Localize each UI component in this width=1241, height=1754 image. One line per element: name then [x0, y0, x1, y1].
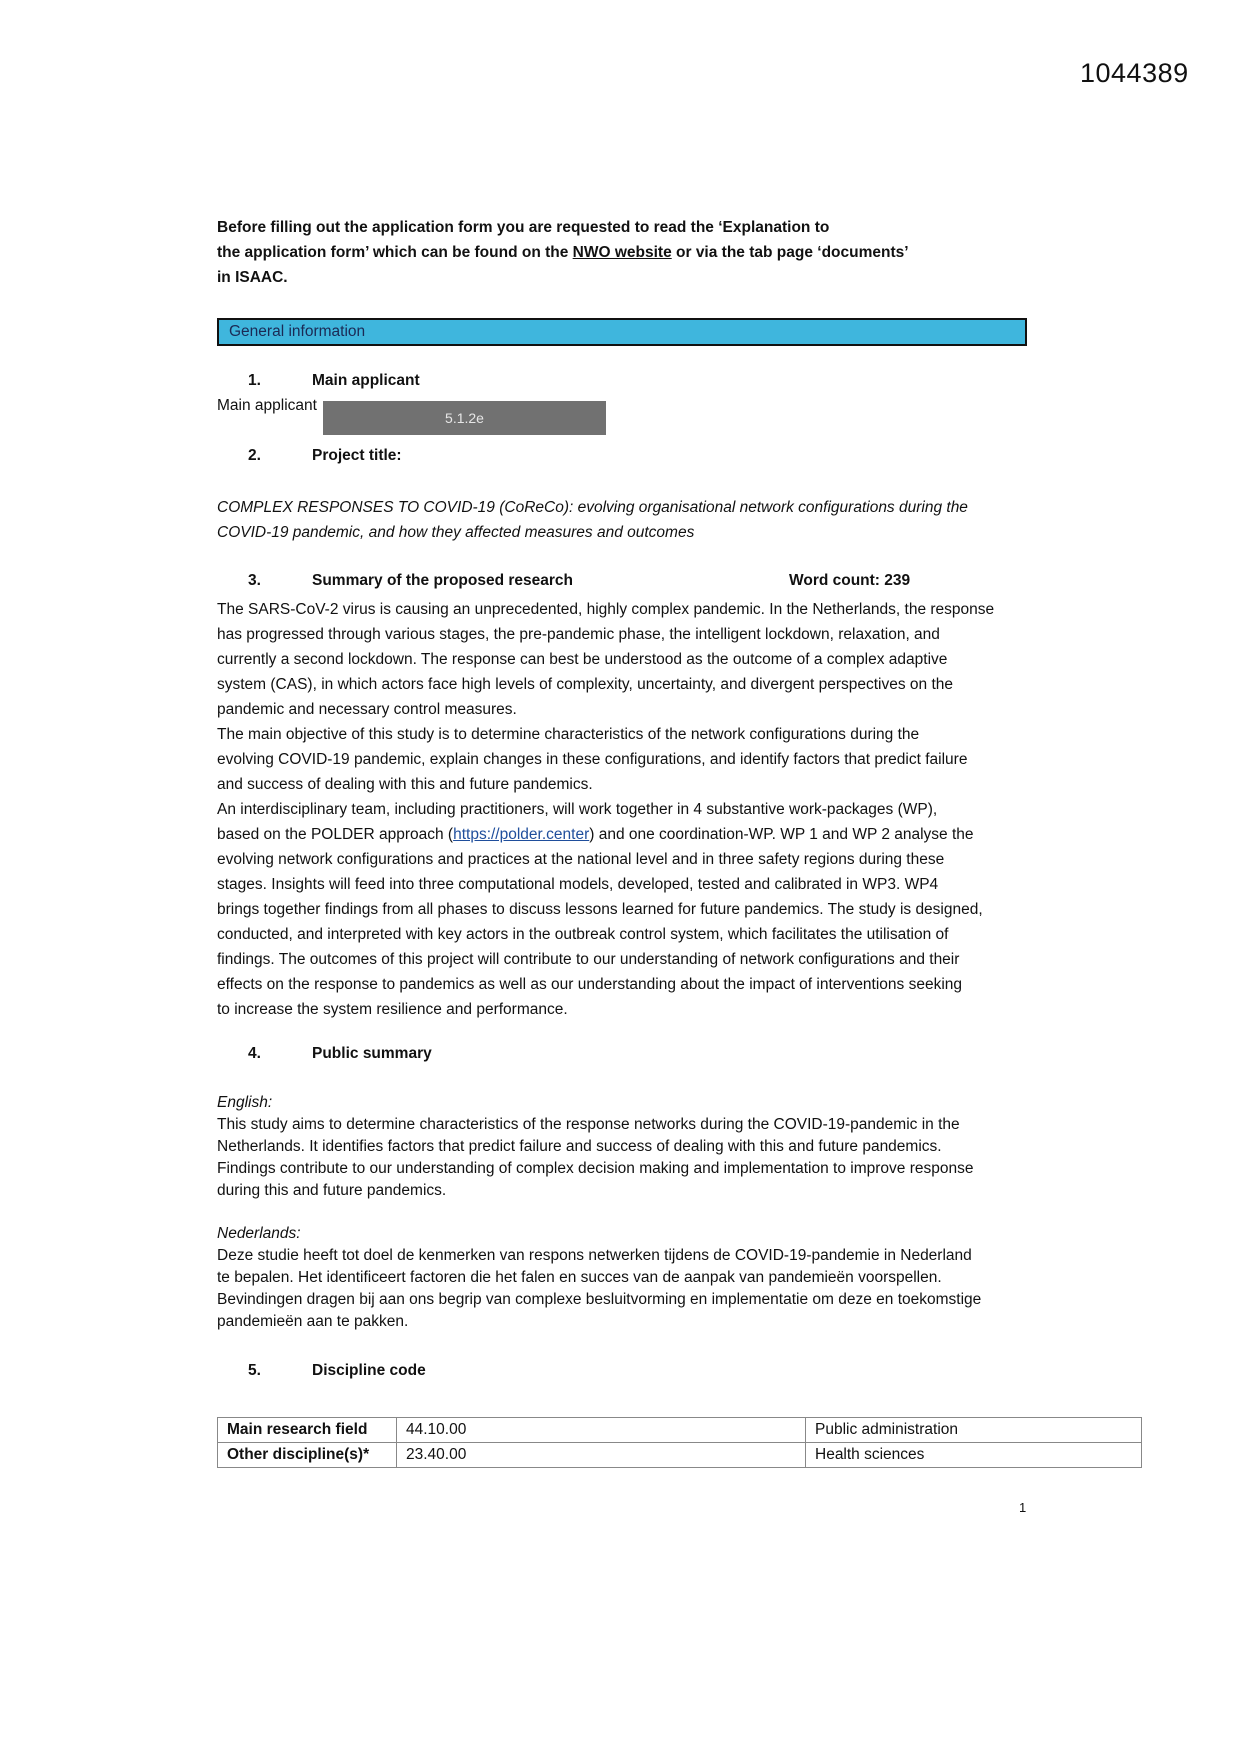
heading-text: Public summary: [312, 1045, 432, 1062]
summary-line: and success of dealing with this and future pandemics.: [217, 776, 593, 793]
heading-text: Main applicant: [312, 372, 420, 389]
summary-line: brings together findings from all phases to discuss lessons learned for future pandemics. The study is designed,: [217, 901, 983, 918]
heading-number: 4.: [248, 1045, 261, 1062]
summary-line: stages. Insights will feed into three computational models, developed, tested and calibrated in WP3. WP4: [217, 876, 939, 893]
table-row: [218, 1443, 1142, 1468]
document-id: 1044389: [1080, 58, 1189, 88]
heading-text: Summary of the proposed research: [312, 572, 573, 589]
summary-line: system (CAS), in which actors face high levels of complexity, uncertainty, and divergent perspectives on the: [217, 676, 954, 693]
redaction-box: 5.1.2e: [323, 401, 606, 435]
summary-line: te bepalen. Het identificeert factoren die het falen en succes van de aanpak van pandemieën voorspellen.: [217, 1269, 942, 1286]
summary-text: based on the POLDER approach (: [217, 826, 454, 843]
public-summary-english: [217, 1092, 1032, 1202]
summary-line: This study aims to determine characteristics of the response networks during the COVID-19-pandemic in the: [217, 1116, 960, 1133]
summary-line: during this and future pandemics.: [217, 1182, 447, 1199]
project-title: [217, 495, 1032, 545]
summary-line: Findings contribute to our understanding of complex decision making and implementation to improve response: [217, 1160, 974, 1177]
summary-line: An interdisciplinary team, including practitioners, will work together in 4 substantive work-packages (WP),: [217, 801, 938, 818]
summary-line: findings. The outcomes of this project will contribute to our understanding of network configurations and their: [217, 951, 960, 968]
discipline-code: 44.10.00: [397, 1418, 806, 1443]
summary-line: Bevindingen dragen bij aan ons begrip van complexe besluitvorming en implementatie om deze en toekomstige: [217, 1291, 982, 1308]
summary-line: The main objective of this study is to determine characteristics of the network configurations during the: [217, 726, 920, 743]
summary-body: [217, 597, 1032, 1022]
heading-number: 1.: [248, 372, 261, 389]
project-title-line: COMPLEX RESPONSES TO COVID-19 (CoReCo): evolving organisational network configurations during the: [217, 499, 968, 516]
discipline-table: [217, 1417, 1142, 1468]
english-label: English:: [217, 1094, 273, 1111]
summary-line: Deze studie heeft tot doel de kenmerken van respons netwerken tijdens de COVID-19-pandemie in Nederland: [217, 1247, 972, 1264]
heading-number: 5.: [248, 1362, 261, 1379]
summary-line: evolving COVID-19 pandemic, explain changes in these configurations, and identify factors that predict failure: [217, 751, 968, 768]
summary-line: has progressed through various stages, the pre-pandemic phase, the intelligent lockdown, relaxation, and: [217, 626, 940, 643]
discipline-name: Health sciences: [806, 1443, 1142, 1468]
summary-line: The SARS-CoV-2 virus is causing an unprecedented, highly complex pandemic. In the Netherlands, the response: [217, 601, 995, 618]
table-row: [218, 1418, 1142, 1443]
main-applicant-label: Main applicant: [217, 397, 317, 414]
dutch-label: Nederlands:: [217, 1225, 301, 1242]
page-number: 1: [1019, 1500, 1027, 1515]
summary-line: currently a second lockdown. The response can best be understood as the outcome of a complex adaptive: [217, 651, 948, 668]
summary-line: to increase the system resilience and performance.: [217, 1001, 568, 1018]
discipline-code: 23.40.00: [397, 1443, 806, 1468]
intro-line: in ISAAC.: [217, 269, 288, 286]
summary-line: pandemic and necessary control measures.: [217, 701, 517, 718]
project-title-line: COVID-19 pandemic, and how they affected measures and outcomes: [217, 524, 695, 541]
heading-number: 2.: [248, 447, 261, 464]
intro-text: or via the tab page ‘documents’: [671, 244, 909, 261]
summary-text: ) and one coordination-WP. WP 1 and WP 2 analyse the: [589, 826, 974, 843]
heading-number: 3.: [248, 572, 261, 589]
discipline-name: Public administration: [806, 1418, 1142, 1443]
intro-line: Before filling out the application form you are requested to read the ‘Explanation to: [217, 219, 830, 236]
polder-link[interactable]: https://polder.center: [453, 826, 590, 843]
heading-text: Discipline code: [312, 1362, 426, 1379]
summary-line: [217, 822, 1032, 847]
row-label: Main research field: [218, 1418, 397, 1443]
summary-line: conducted, and interpreted with key actors in the outbreak control system, which facilitates the utilisation of: [217, 926, 949, 943]
summary-line: effects on the response to pandemics as well as our understanding about the impact of interventions seeking: [217, 976, 963, 993]
section-header-general-information: General information: [217, 318, 1027, 346]
intro-instructions: [217, 215, 1032, 290]
intro-text: the application form’ which can be found on the: [217, 244, 573, 261]
summary-line: evolving network configurations and practices at the national level and in three safety regions during these: [217, 851, 945, 868]
word-count: Word count: 239: [789, 572, 911, 589]
heading-text: Project title:: [312, 447, 402, 464]
nwo-website-link[interactable]: NWO website: [572, 244, 672, 261]
row-label: Other discipline(s)*: [218, 1443, 397, 1468]
summary-line: pandemieën aan te pakken.: [217, 1313, 409, 1330]
summary-line: Netherlands. It identifies factors that predict failure and success of dealing with this and future pandemics.: [217, 1138, 942, 1155]
public-summary-dutch: [217, 1223, 1032, 1333]
intro-line: [217, 240, 1032, 265]
